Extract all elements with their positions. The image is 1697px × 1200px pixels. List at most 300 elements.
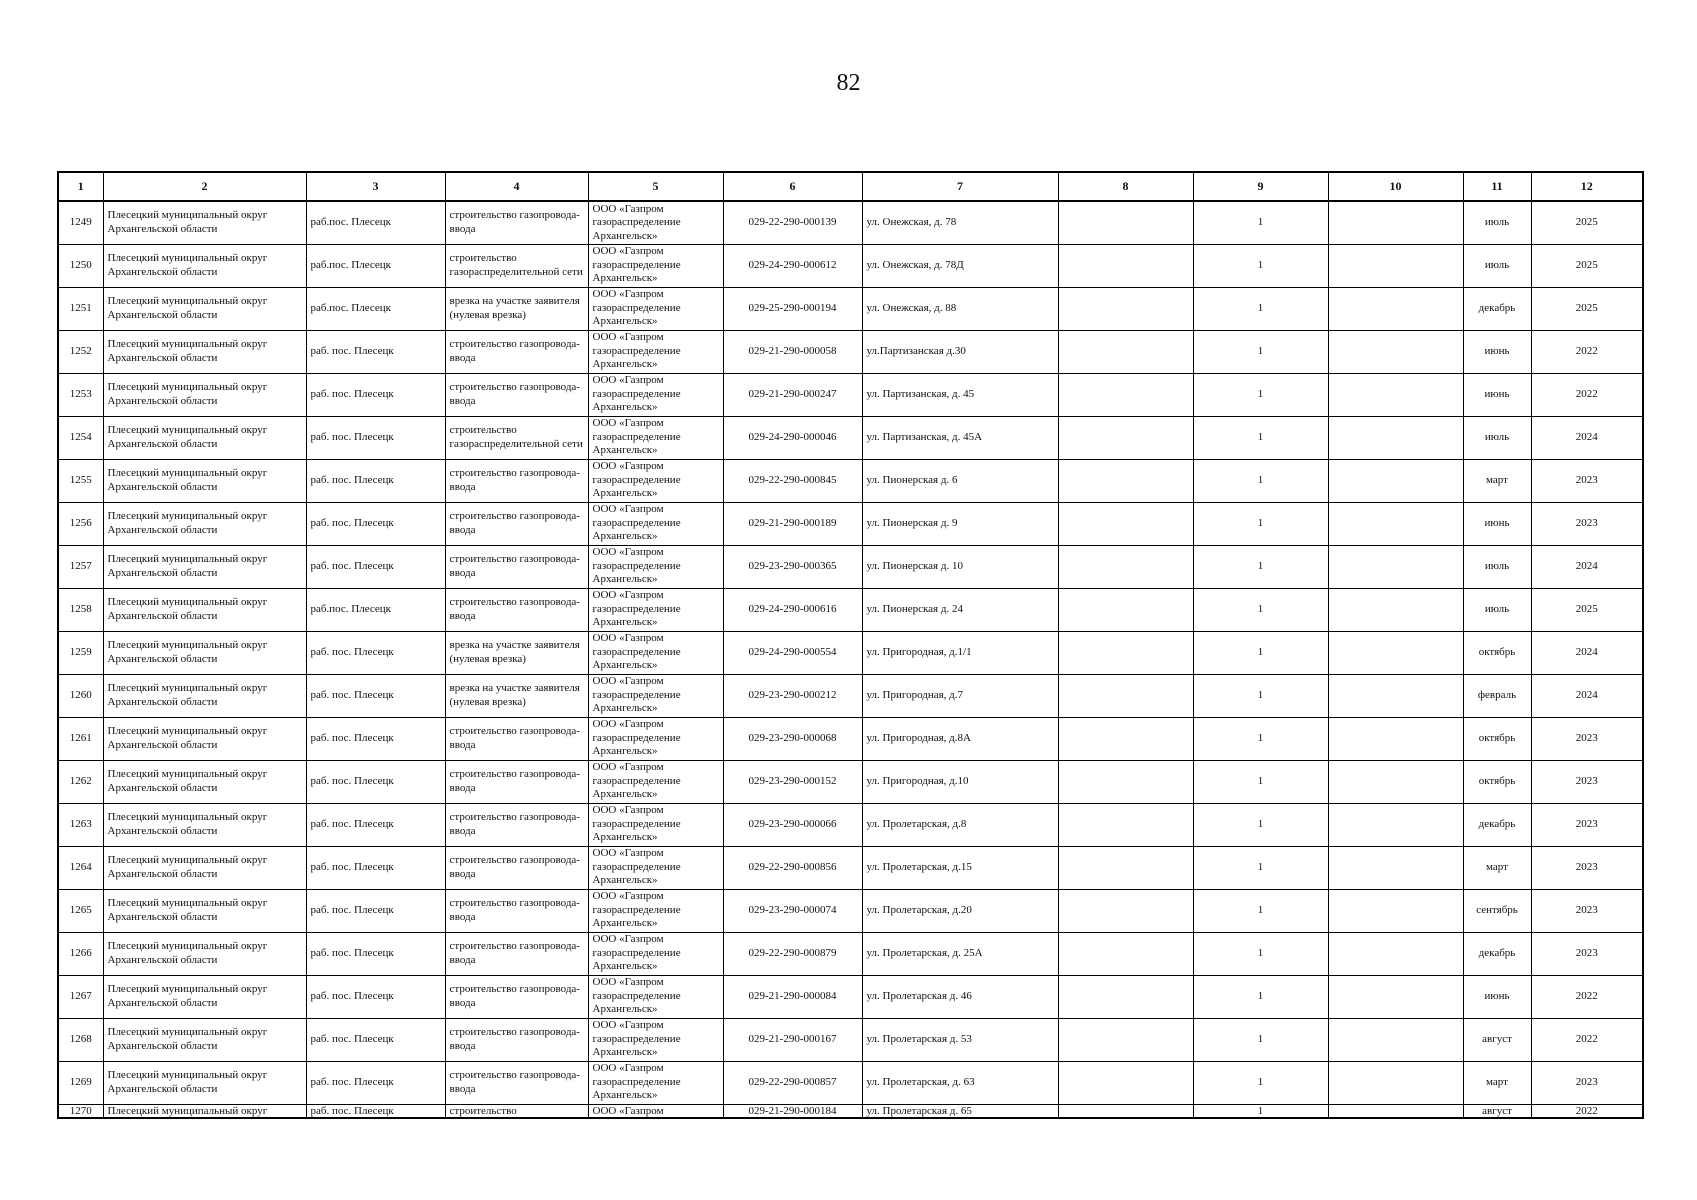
settlement-cell: раб. пос. Плесецк <box>306 1061 445 1104</box>
work-type-cell: врезка на участке заявителя (нулевая врезка) <box>445 674 588 717</box>
application-code-cell: 029-22-290-000139 <box>723 201 862 244</box>
work-type-cell: строительство газопровода-ввода <box>445 545 588 588</box>
count-cell: 1 <box>1193 889 1328 932</box>
column-10-cell <box>1328 201 1463 244</box>
settlement-cell: раб. пос. Плесецк <box>306 330 445 373</box>
column-8-cell <box>1058 287 1193 330</box>
address-cell: ул. Пригородная, д.8А <box>862 717 1058 760</box>
organization-cell: ООО «Газпром газораспределение Архангельск» <box>588 330 723 373</box>
row-number: 1260 <box>58 674 103 717</box>
organization-cell: ООО «Газпром газораспределение Архангельск» <box>588 459 723 502</box>
organization-cell: ООО «Газпром газораспределение Архангельск» <box>588 502 723 545</box>
work-type-cell: строительство газопровода-ввода <box>445 932 588 975</box>
year-cell: 2024 <box>1531 631 1643 674</box>
district-cell: Плесецкий муниципальный округ Архангельской области <box>103 803 306 846</box>
application-code-cell: 029-24-290-000554 <box>723 631 862 674</box>
work-type-cell: строительство газопровода-ввода <box>445 1061 588 1104</box>
count-cell: 1 <box>1193 201 1328 244</box>
month-cell: июль <box>1463 588 1531 631</box>
table-row <box>58 502 1643 545</box>
column-10-cell <box>1328 416 1463 459</box>
address-cell: ул. Пролетарская д. 53 <box>862 1018 1058 1061</box>
column-header: 12 <box>1531 172 1643 201</box>
count-cell: 1 <box>1193 373 1328 416</box>
address-cell: ул. Пролетарская, д.15 <box>862 846 1058 889</box>
row-number: 1270 <box>58 1104 103 1118</box>
organization-cell: ООО «Газпром газораспределение Архангельск» <box>588 373 723 416</box>
column-10-cell <box>1328 1104 1463 1118</box>
organization-cell: ООО «Газпром газораспределение Архангельск» <box>588 717 723 760</box>
application-code-cell: 029-23-290-000074 <box>723 889 862 932</box>
application-code-cell: 029-21-290-000084 <box>723 975 862 1018</box>
application-code-cell: 029-22-290-000857 <box>723 1061 862 1104</box>
application-code-cell: 029-21-290-000058 <box>723 330 862 373</box>
count-cell: 1 <box>1193 1061 1328 1104</box>
column-10-cell <box>1328 502 1463 545</box>
settlement-cell: раб.пос. Плесецк <box>306 201 445 244</box>
district-cell: Плесецкий муниципальный округ Архангельской области <box>103 416 306 459</box>
organization-cell: ООО «Газпром газораспределение Архангельск» <box>588 975 723 1018</box>
work-type-cell: врезка на участке заявителя (нулевая врезка) <box>445 631 588 674</box>
year-cell: 2024 <box>1531 545 1643 588</box>
count-cell: 1 <box>1193 717 1328 760</box>
count-cell: 1 <box>1193 1104 1328 1118</box>
organization-cell: ООО «Газпром газораспределение Архангельск» <box>588 287 723 330</box>
organization-cell: ООО «Газпром <box>588 1104 723 1118</box>
district-cell: Плесецкий муниципальный округ Архангельской области <box>103 717 306 760</box>
month-cell: июнь <box>1463 975 1531 1018</box>
year-cell: 2023 <box>1531 760 1643 803</box>
row-number: 1258 <box>58 588 103 631</box>
table-row <box>58 545 1643 588</box>
table-row <box>58 674 1643 717</box>
column-8-cell <box>1058 1061 1193 1104</box>
column-10-cell <box>1328 846 1463 889</box>
address-cell: ул. Онежская, д. 78Д <box>862 244 1058 287</box>
district-cell: Плесецкий муниципальный округ Архангельской области <box>103 846 306 889</box>
year-cell: 2025 <box>1531 244 1643 287</box>
settlement-cell: раб. пос. Плесецк <box>306 760 445 803</box>
work-type-cell: строительство газопровода-ввода <box>445 717 588 760</box>
row-number: 1256 <box>58 502 103 545</box>
work-type-cell: строительство газопровода-ввода <box>445 760 588 803</box>
column-8-cell <box>1058 631 1193 674</box>
address-cell: ул. Пригородная, д.10 <box>862 760 1058 803</box>
column-8-cell <box>1058 1018 1193 1061</box>
year-cell: 2023 <box>1531 459 1643 502</box>
column-8-cell <box>1058 760 1193 803</box>
table-header-row <box>58 172 1643 201</box>
address-cell: ул. Онежская, д. 78 <box>862 201 1058 244</box>
row-number: 1250 <box>58 244 103 287</box>
count-cell: 1 <box>1193 975 1328 1018</box>
application-code-cell: 029-24-290-000616 <box>723 588 862 631</box>
column-10-cell <box>1328 760 1463 803</box>
column-10-cell <box>1328 588 1463 631</box>
column-8-cell <box>1058 330 1193 373</box>
count-cell: 1 <box>1193 244 1328 287</box>
table-row <box>58 244 1643 287</box>
application-code-cell: 029-22-290-000845 <box>723 459 862 502</box>
organization-cell: ООО «Газпром газораспределение Архангельск» <box>588 932 723 975</box>
organization-cell: ООО «Газпром газораспределение Архангельск» <box>588 201 723 244</box>
settlement-cell: раб. пос. Плесецк <box>306 932 445 975</box>
district-cell: Плесецкий муниципальный округ Архангельской области <box>103 1018 306 1061</box>
application-code-cell: 029-22-290-000879 <box>723 932 862 975</box>
column-10-cell <box>1328 631 1463 674</box>
application-code-cell: 029-21-290-000189 <box>723 502 862 545</box>
count-cell: 1 <box>1193 1018 1328 1061</box>
count-cell: 1 <box>1193 502 1328 545</box>
application-code-cell: 029-22-290-000856 <box>723 846 862 889</box>
row-number: 1265 <box>58 889 103 932</box>
organization-cell: ООО «Газпром газораспределение Архангельск» <box>588 631 723 674</box>
count-cell: 1 <box>1193 330 1328 373</box>
application-code-cell: 029-23-290-000066 <box>723 803 862 846</box>
organization-cell: ООО «Газпром газораспределение Архангельск» <box>588 803 723 846</box>
work-type-cell: врезка на участке заявителя (нулевая врезка) <box>445 287 588 330</box>
month-cell: октябрь <box>1463 717 1531 760</box>
column-header: 5 <box>588 172 723 201</box>
column-header: 6 <box>723 172 862 201</box>
row-number: 1255 <box>58 459 103 502</box>
count-cell: 1 <box>1193 674 1328 717</box>
month-cell: июль <box>1463 244 1531 287</box>
year-cell: 2022 <box>1531 975 1643 1018</box>
settlement-cell: раб. пос. Плесецк <box>306 373 445 416</box>
count-cell: 1 <box>1193 846 1328 889</box>
column-10-cell <box>1328 674 1463 717</box>
month-cell: декабрь <box>1463 287 1531 330</box>
address-cell: ул. Пригородная, д.7 <box>862 674 1058 717</box>
work-type-cell: строительство газопровода-ввода <box>445 330 588 373</box>
count-cell: 1 <box>1193 459 1328 502</box>
organization-cell: ООО «Газпром газораспределение Архангельск» <box>588 545 723 588</box>
month-cell: июнь <box>1463 502 1531 545</box>
month-cell: август <box>1463 1104 1531 1118</box>
work-type-cell: строительство газораспределительной сети <box>445 244 588 287</box>
table-row <box>58 1061 1643 1104</box>
settlement-cell: раб. пос. Плесецк <box>306 975 445 1018</box>
table-row <box>58 416 1643 459</box>
column-10-cell <box>1328 287 1463 330</box>
month-cell: март <box>1463 459 1531 502</box>
district-cell: Плесецкий муниципальный округ Архангельской области <box>103 631 306 674</box>
organization-cell: ООО «Газпром газораспределение Архангельск» <box>588 846 723 889</box>
district-cell: Плесецкий муниципальный округ Архангельской области <box>103 459 306 502</box>
table-row <box>58 373 1643 416</box>
column-8-cell <box>1058 459 1193 502</box>
row-number: 1249 <box>58 201 103 244</box>
column-8-cell <box>1058 502 1193 545</box>
table-row <box>58 201 1643 244</box>
organization-cell: ООО «Газпром газораспределение Архангельск» <box>588 1018 723 1061</box>
column-10-cell <box>1328 975 1463 1018</box>
address-cell: ул. Пролетарская д. 46 <box>862 975 1058 1018</box>
table-row <box>58 330 1643 373</box>
district-cell: Плесецкий муниципальный округ Архангельской области <box>103 674 306 717</box>
settlement-cell: раб. пос. Плесецк <box>306 803 445 846</box>
year-cell: 2023 <box>1531 846 1643 889</box>
work-type-cell: строительство <box>445 1104 588 1118</box>
application-code-cell: 029-24-290-000046 <box>723 416 862 459</box>
column-10-cell <box>1328 244 1463 287</box>
month-cell: июль <box>1463 416 1531 459</box>
row-number: 1257 <box>58 545 103 588</box>
column-10-cell <box>1328 373 1463 416</box>
organization-cell: ООО «Газпром газораспределение Архангельск» <box>588 889 723 932</box>
column-10-cell <box>1328 545 1463 588</box>
settlement-cell: раб. пос. Плесецк <box>306 416 445 459</box>
column-8-cell <box>1058 588 1193 631</box>
month-cell: июнь <box>1463 330 1531 373</box>
column-header: 2 <box>103 172 306 201</box>
month-cell: февраль <box>1463 674 1531 717</box>
settlement-cell: раб. пос. Плесецк <box>306 846 445 889</box>
month-cell: июнь <box>1463 373 1531 416</box>
organization-cell: ООО «Газпром газораспределение Архангельск» <box>588 760 723 803</box>
district-cell: Плесецкий муниципальный округ Архангельской области <box>103 1061 306 1104</box>
district-cell: Плесецкий муниципальный округ <box>103 1104 306 1118</box>
address-cell: ул. Пролетарская д. 65 <box>862 1104 1058 1118</box>
count-cell: 1 <box>1193 631 1328 674</box>
count-cell: 1 <box>1193 588 1328 631</box>
address-cell: ул. Партизанская, д. 45А <box>862 416 1058 459</box>
address-cell: ул. Пролетарская, д. 63 <box>862 1061 1058 1104</box>
year-cell: 2022 <box>1531 330 1643 373</box>
settlement-cell: раб. пос. Плесецк <box>306 674 445 717</box>
organization-cell: ООО «Газпром газораспределение Архангельск» <box>588 674 723 717</box>
application-code-cell: 029-25-290-000194 <box>723 287 862 330</box>
year-cell: 2023 <box>1531 1061 1643 1104</box>
column-10-cell <box>1328 803 1463 846</box>
settlement-cell: раб. пос. Плесецк <box>306 545 445 588</box>
column-header: 9 <box>1193 172 1328 201</box>
work-type-cell: строительство газопровода-ввода <box>445 1018 588 1061</box>
settlement-cell: раб. пос. Плесецк <box>306 631 445 674</box>
column-8-cell <box>1058 674 1193 717</box>
district-cell: Плесецкий муниципальный округ Архангельской области <box>103 373 306 416</box>
work-type-cell: строительство газопровода-ввода <box>445 846 588 889</box>
year-cell: 2023 <box>1531 889 1643 932</box>
district-cell: Плесецкий муниципальный округ Архангельской области <box>103 975 306 1018</box>
row-number: 1266 <box>58 932 103 975</box>
count-cell: 1 <box>1193 545 1328 588</box>
table-row <box>58 846 1643 889</box>
settlement-cell: раб. пос. Плесецк <box>306 1018 445 1061</box>
table-row <box>58 717 1643 760</box>
column-8-cell <box>1058 201 1193 244</box>
district-cell: Плесецкий муниципальный округ Архангельской области <box>103 932 306 975</box>
column-8-cell <box>1058 803 1193 846</box>
year-cell: 2023 <box>1531 717 1643 760</box>
district-cell: Плесецкий муниципальный округ Архангельской области <box>103 330 306 373</box>
table-row <box>58 588 1643 631</box>
settlement-cell: раб. пос. Плесецк <box>306 1104 445 1118</box>
address-cell: ул. Пионерская д. 10 <box>862 545 1058 588</box>
month-cell: август <box>1463 1018 1531 1061</box>
work-type-cell: строительство газопровода-ввода <box>445 459 588 502</box>
column-8-cell <box>1058 416 1193 459</box>
address-cell: ул. Онежская, д. 88 <box>862 287 1058 330</box>
column-8-cell <box>1058 545 1193 588</box>
district-cell: Плесецкий муниципальный округ Архангельской области <box>103 287 306 330</box>
month-cell: декабрь <box>1463 803 1531 846</box>
table-row <box>58 932 1643 975</box>
year-cell: 2024 <box>1531 674 1643 717</box>
settlement-cell: раб. пос. Плесецк <box>306 502 445 545</box>
year-cell: 2025 <box>1531 287 1643 330</box>
application-code-cell: 029-23-290-000365 <box>723 545 862 588</box>
work-type-cell: строительство газопровода-ввода <box>445 201 588 244</box>
month-cell: июль <box>1463 545 1531 588</box>
column-10-cell <box>1328 1061 1463 1104</box>
district-cell: Плесецкий муниципальный округ Архангельской области <box>103 588 306 631</box>
month-cell: октябрь <box>1463 760 1531 803</box>
page-number: 82 <box>836 70 861 96</box>
table-body <box>58 201 1643 1118</box>
column-header: 8 <box>1058 172 1193 201</box>
column-header: 11 <box>1463 172 1531 201</box>
work-type-cell: строительство газопровода-ввода <box>445 975 588 1018</box>
year-cell: 2022 <box>1531 1104 1643 1118</box>
district-cell: Плесецкий муниципальный округ Архангельской области <box>103 244 306 287</box>
address-cell: ул.Партизанская д.30 <box>862 330 1058 373</box>
year-cell: 2024 <box>1531 416 1643 459</box>
column-header: 1 <box>58 172 103 201</box>
table-row <box>58 760 1643 803</box>
column-10-cell <box>1328 932 1463 975</box>
column-header: 3 <box>306 172 445 201</box>
table-row <box>58 803 1643 846</box>
year-cell: 2025 <box>1531 201 1643 244</box>
district-cell: Плесецкий муниципальный округ Архангельской области <box>103 545 306 588</box>
work-type-cell: строительство газопровода-ввода <box>445 803 588 846</box>
column-8-cell <box>1058 373 1193 416</box>
settlement-cell: раб. пос. Плесецк <box>306 889 445 932</box>
organization-cell: ООО «Газпром газораспределение Архангельск» <box>588 588 723 631</box>
month-cell: март <box>1463 846 1531 889</box>
gas-connection-registry-table <box>57 171 1644 1119</box>
table-row <box>58 287 1643 330</box>
application-code-cell: 029-23-290-000212 <box>723 674 862 717</box>
work-type-cell: строительство газораспределительной сети <box>445 416 588 459</box>
column-8-cell <box>1058 975 1193 1018</box>
count-cell: 1 <box>1193 932 1328 975</box>
row-number: 1252 <box>58 330 103 373</box>
column-8-cell <box>1058 244 1193 287</box>
column-10-cell <box>1328 889 1463 932</box>
row-number: 1268 <box>58 1018 103 1061</box>
column-header: 7 <box>862 172 1058 201</box>
column-8-cell <box>1058 846 1193 889</box>
column-10-cell <box>1328 459 1463 502</box>
address-cell: ул. Пролетарская, д. 25А <box>862 932 1058 975</box>
table-row <box>58 889 1643 932</box>
column-8-cell <box>1058 889 1193 932</box>
settlement-cell: раб.пос. Плесецк <box>306 244 445 287</box>
address-cell: ул. Пионерская д. 9 <box>862 502 1058 545</box>
address-cell: ул. Пролетарская, д.8 <box>862 803 1058 846</box>
address-cell: ул. Партизанская, д. 45 <box>862 373 1058 416</box>
month-cell: июль <box>1463 201 1531 244</box>
year-cell: 2022 <box>1531 1018 1643 1061</box>
column-8-cell <box>1058 1104 1193 1118</box>
work-type-cell: строительство газопровода-ввода <box>445 588 588 631</box>
application-code-cell: 029-21-290-000184 <box>723 1104 862 1118</box>
application-code-cell: 029-21-290-000167 <box>723 1018 862 1061</box>
month-cell: сентябрь <box>1463 889 1531 932</box>
year-cell: 2022 <box>1531 373 1643 416</box>
work-type-cell: строительство газопровода-ввода <box>445 502 588 545</box>
table-row <box>58 975 1643 1018</box>
settlement-cell: раб. пос. Плесецк <box>306 717 445 760</box>
year-cell: 2023 <box>1531 502 1643 545</box>
table-row <box>58 631 1643 674</box>
count-cell: 1 <box>1193 416 1328 459</box>
column-header: 10 <box>1328 172 1463 201</box>
column-8-cell <box>1058 717 1193 760</box>
work-type-cell: строительство газопровода-ввода <box>445 889 588 932</box>
year-cell: 2025 <box>1531 588 1643 631</box>
application-code-cell: 029-23-290-000068 <box>723 717 862 760</box>
organization-cell: ООО «Газпром газораспределение Архангельск» <box>588 244 723 287</box>
row-number: 1269 <box>58 1061 103 1104</box>
settlement-cell: раб. пос. Плесецк <box>306 459 445 502</box>
count-cell: 1 <box>1193 803 1328 846</box>
row-number: 1263 <box>58 803 103 846</box>
address-cell: ул. Пригородная, д.1/1 <box>862 631 1058 674</box>
column-10-cell <box>1328 330 1463 373</box>
count-cell: 1 <box>1193 760 1328 803</box>
address-cell: ул. Пионерская д. 6 <box>862 459 1058 502</box>
address-cell: ул. Пионерская д. 24 <box>862 588 1058 631</box>
district-cell: Плесецкий муниципальный округ Архангельской области <box>103 502 306 545</box>
address-cell: ул. Пролетарская, д.20 <box>862 889 1058 932</box>
district-cell: Плесецкий муниципальный округ Архангельской области <box>103 889 306 932</box>
row-number: 1254 <box>58 416 103 459</box>
column-header: 4 <box>445 172 588 201</box>
column-10-cell <box>1328 1018 1463 1061</box>
table-row <box>58 1018 1643 1061</box>
row-number: 1261 <box>58 717 103 760</box>
district-cell: Плесецкий муниципальный округ Архангельской области <box>103 201 306 244</box>
month-cell: март <box>1463 1061 1531 1104</box>
settlement-cell: раб.пос. Плесецк <box>306 287 445 330</box>
row-number: 1253 <box>58 373 103 416</box>
year-cell: 2023 <box>1531 932 1643 975</box>
year-cell: 2023 <box>1531 803 1643 846</box>
column-10-cell <box>1328 717 1463 760</box>
settlement-cell: раб.пос. Плесецк <box>306 588 445 631</box>
month-cell: октябрь <box>1463 631 1531 674</box>
row-number: 1264 <box>58 846 103 889</box>
work-type-cell: строительство газопровода-ввода <box>445 373 588 416</box>
row-number: 1267 <box>58 975 103 1018</box>
row-number: 1259 <box>58 631 103 674</box>
row-number: 1262 <box>58 760 103 803</box>
application-code-cell: 029-21-290-000247 <box>723 373 862 416</box>
application-code-cell: 029-24-290-000612 <box>723 244 862 287</box>
count-cell: 1 <box>1193 287 1328 330</box>
organization-cell: ООО «Газпром газораспределение Архангельск» <box>588 416 723 459</box>
table-row <box>58 459 1643 502</box>
application-code-cell: 029-23-290-000152 <box>723 760 862 803</box>
column-8-cell <box>1058 932 1193 975</box>
month-cell: декабрь <box>1463 932 1531 975</box>
row-number: 1251 <box>58 287 103 330</box>
district-cell: Плесецкий муниципальный округ Архангельской области <box>103 760 306 803</box>
